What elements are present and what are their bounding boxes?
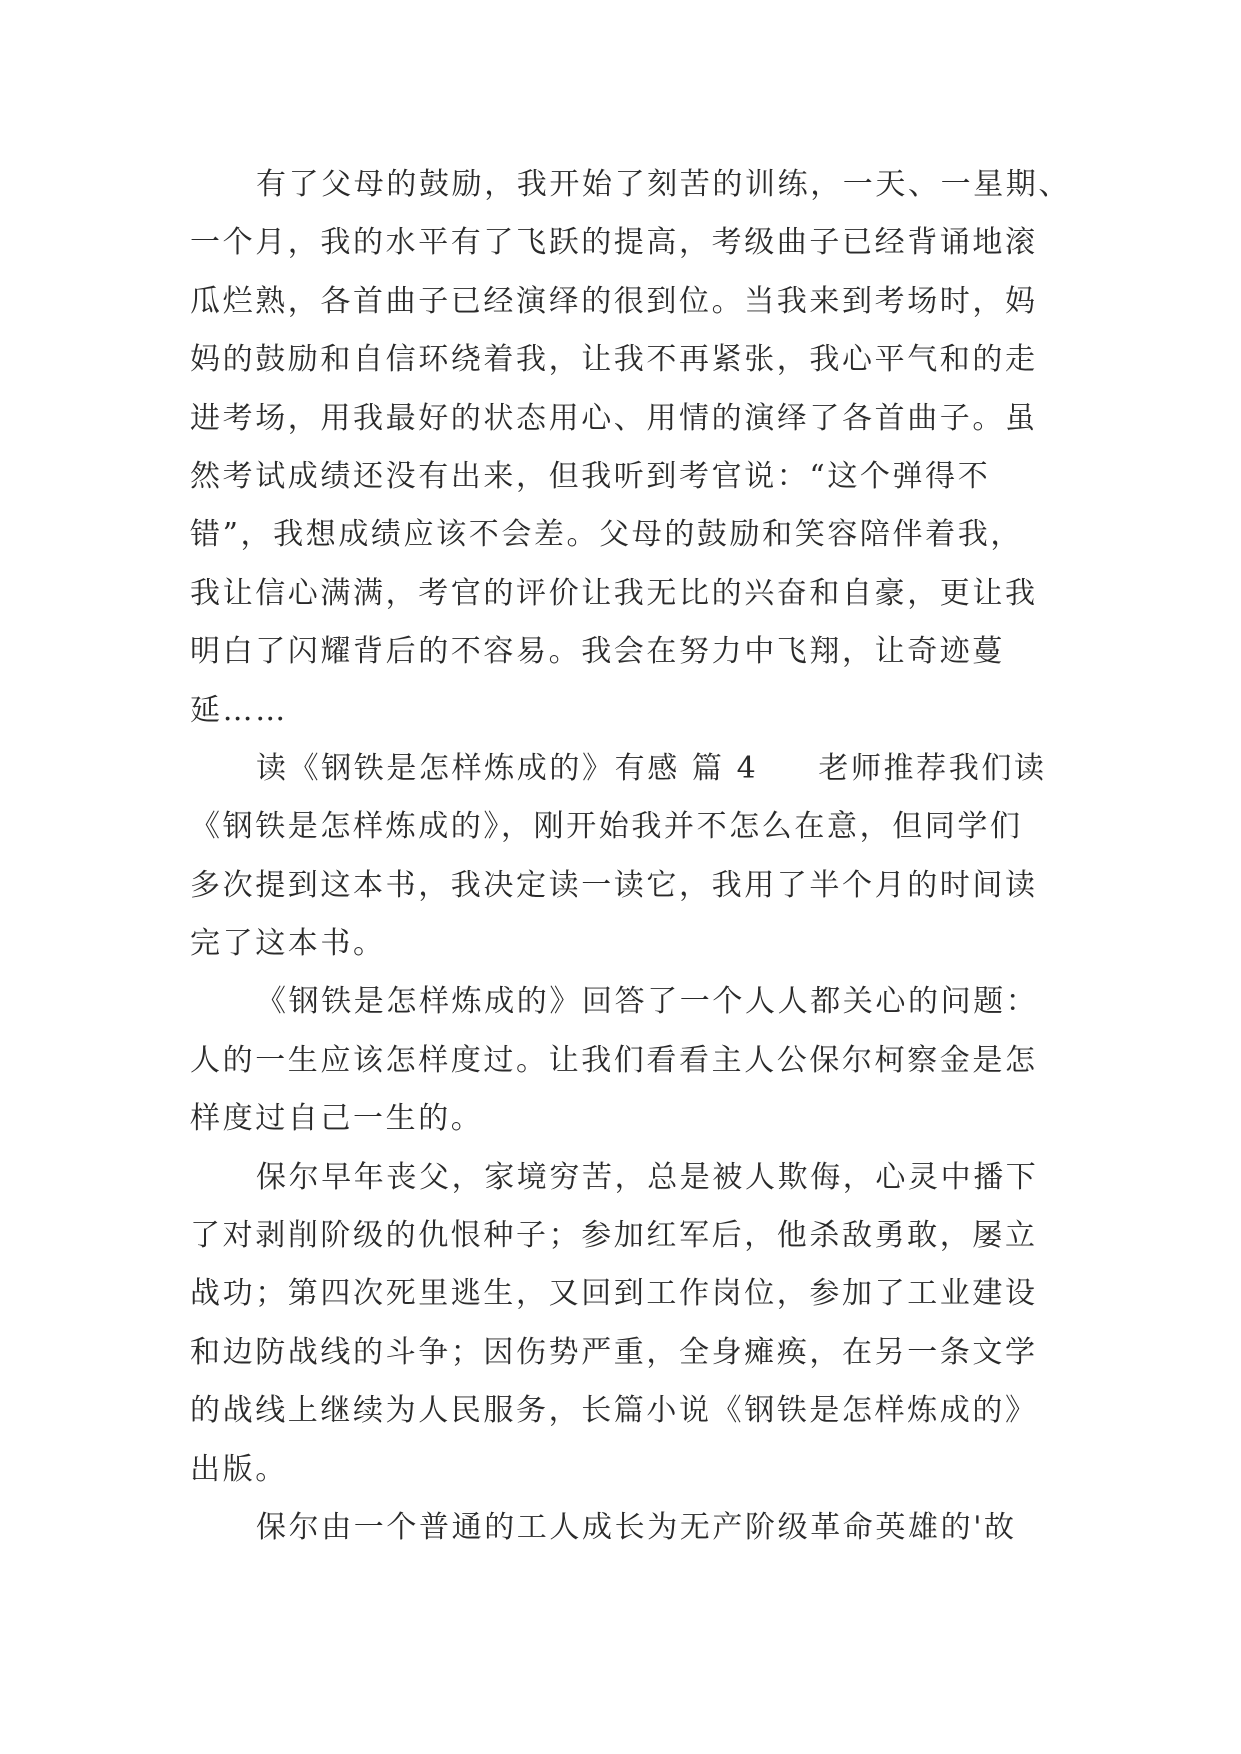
text-line: 老师推荐我们读 bbox=[818, 750, 1047, 786]
text-line: 完了这本书。 bbox=[190, 926, 386, 962]
text-line: 样度过自己一生的。 bbox=[190, 1101, 484, 1137]
text-line: 多次提到这本书，我决定读一读它，我用了半个月的时间读 bbox=[190, 867, 1038, 903]
text-line: 保尔早年丧父，家境穷苦，总是被人欺侮，心灵中播下 bbox=[256, 1159, 1039, 1195]
text-line: 然考试成绩还没有出来，但我听到考官说：“这个弹得不 bbox=[190, 458, 991, 494]
text-line: 延…… bbox=[190, 692, 288, 728]
text-line: 《钢铁是怎样炼成的》，刚开始我并不怎么在意，但同学们 bbox=[190, 809, 1023, 845]
section-heading: 读《钢铁是怎样炼成的》有感 篇 4 bbox=[256, 750, 759, 786]
text-line: 有了父母的鼓励，我开始了刻苦的训练，一天、一星期、 bbox=[256, 167, 1071, 202]
body-text bbox=[190, 156, 1071, 1557]
text-line: 进考场，用我最好的状态用心、用情的演绎了各首曲子。虽 bbox=[190, 400, 1038, 436]
text-line: 出版。 bbox=[190, 1451, 288, 1487]
text-line: 妈的鼓励和自信环绕着我，让我不再紧张，我心平气和的走 bbox=[190, 342, 1038, 378]
text-line: 和边防战线的斗争；因伤势严重，全身瘫痪，在另一条文学 bbox=[190, 1334, 1038, 1370]
text-line: 错”，我想成绩应该不会差。父母的鼓励和笑容陪伴着我， bbox=[190, 517, 1023, 553]
text-line: 的战线上继续为人民服务，长篇小说《钢铁是怎样炼成的》 bbox=[190, 1393, 1038, 1429]
section-heading-line bbox=[190, 740, 1060, 798]
text-line: 瓜烂熟，各首曲子已经演绎的很到位。当我来到考场时，妈 bbox=[190, 283, 1038, 319]
text-line: 一个月，我的水平有了飞跃的提高，考级曲子已经背诵地滚 bbox=[190, 225, 1038, 261]
text-line: 《钢铁是怎样炼成的》回答了一个人人都关心的问题： bbox=[256, 984, 1039, 1020]
text-line: 人的一生应该怎样度过。让我们看看主人公保尔柯察金是怎 bbox=[190, 1042, 1038, 1078]
text-line: 了对剥削阶级的仇恨种子；参加红军后，他杀敌勇敢，屡立 bbox=[190, 1218, 1038, 1254]
text-line: 我让信心满满，考官的评价让我无比的兴奋和自豪，更让我 bbox=[190, 575, 1038, 611]
text-line: 战功；第四次死里逃生，又回到工作岗位，参加了工业建设 bbox=[190, 1276, 1038, 1312]
text-line: 保尔由一个普通的工人成长为无产阶级革命英雄的'故 bbox=[256, 1509, 1017, 1545]
text-line: 明白了闪耀背后的不容易。我会在努力中飞翔，让奇迹蔓 bbox=[190, 634, 1005, 670]
